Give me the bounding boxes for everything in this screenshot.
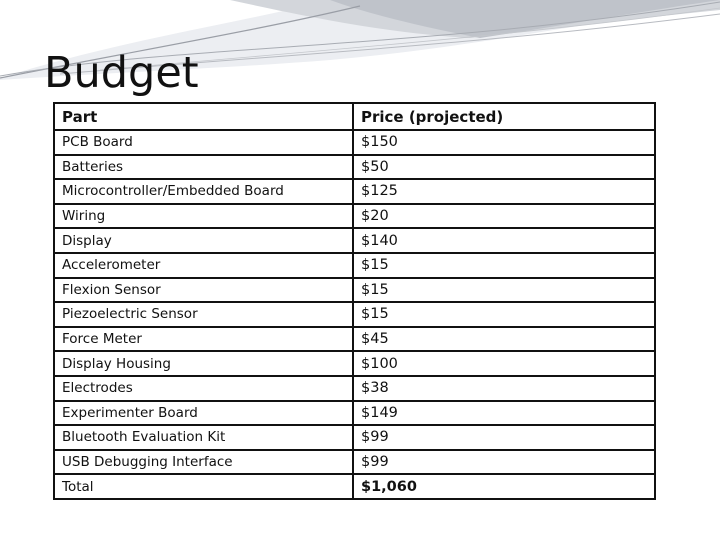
table-row: [54, 253, 655, 278]
table-row: [54, 228, 655, 253]
table-row: [54, 450, 655, 475]
table-row: [54, 179, 655, 204]
part-cell: Piezoelectric Sensor: [54, 302, 353, 327]
price-cell: $45: [353, 327, 655, 352]
price-cell: $99: [353, 425, 655, 450]
part-cell: Bluetooth Evaluation Kit: [54, 425, 353, 450]
part-cell: Accelerometer: [54, 253, 353, 278]
price-cell: $125: [353, 179, 655, 204]
part-cell: USB Debugging Interface: [54, 450, 353, 475]
table-row: [54, 302, 655, 327]
header-part: Part: [54, 103, 353, 130]
part-cell: Microcontroller/Embedded Board: [54, 179, 353, 204]
part-cell: Wiring: [54, 204, 353, 229]
price-cell: $15: [353, 302, 655, 327]
total-row: [54, 474, 655, 499]
total-price: $1,060: [353, 474, 655, 499]
part-cell: PCB Board: [54, 130, 353, 155]
part-cell: Force Meter: [54, 327, 353, 352]
slide-title: Budget: [44, 48, 199, 98]
price-cell: $99: [353, 450, 655, 475]
table-row: [54, 401, 655, 426]
total-label: Total: [54, 474, 353, 499]
price-cell: $15: [353, 278, 655, 303]
part-cell: Experimenter Board: [54, 401, 353, 426]
part-cell: Electrodes: [54, 376, 353, 401]
part-cell: Batteries: [54, 155, 353, 180]
table-row: [54, 204, 655, 229]
price-cell: $38: [353, 376, 655, 401]
header-price: Price (projected): [353, 103, 655, 130]
price-cell: $150: [353, 130, 655, 155]
price-cell: $20: [353, 204, 655, 229]
price-cell: $15: [353, 253, 655, 278]
budget-table: [53, 102, 656, 500]
table-row: [54, 130, 655, 155]
table-row: [54, 155, 655, 180]
part-cell: Flexion Sensor: [54, 278, 353, 303]
price-cell: $100: [353, 351, 655, 376]
table-row: [54, 351, 655, 376]
price-cell: $140: [353, 228, 655, 253]
table-row: [54, 376, 655, 401]
part-cell: Display Housing: [54, 351, 353, 376]
price-cell: $50: [353, 155, 655, 180]
table-row: [54, 327, 655, 352]
table-row: [54, 278, 655, 303]
table-row: [54, 425, 655, 450]
table-header-row: [54, 103, 655, 130]
part-cell: Display: [54, 228, 353, 253]
price-cell: $149: [353, 401, 655, 426]
